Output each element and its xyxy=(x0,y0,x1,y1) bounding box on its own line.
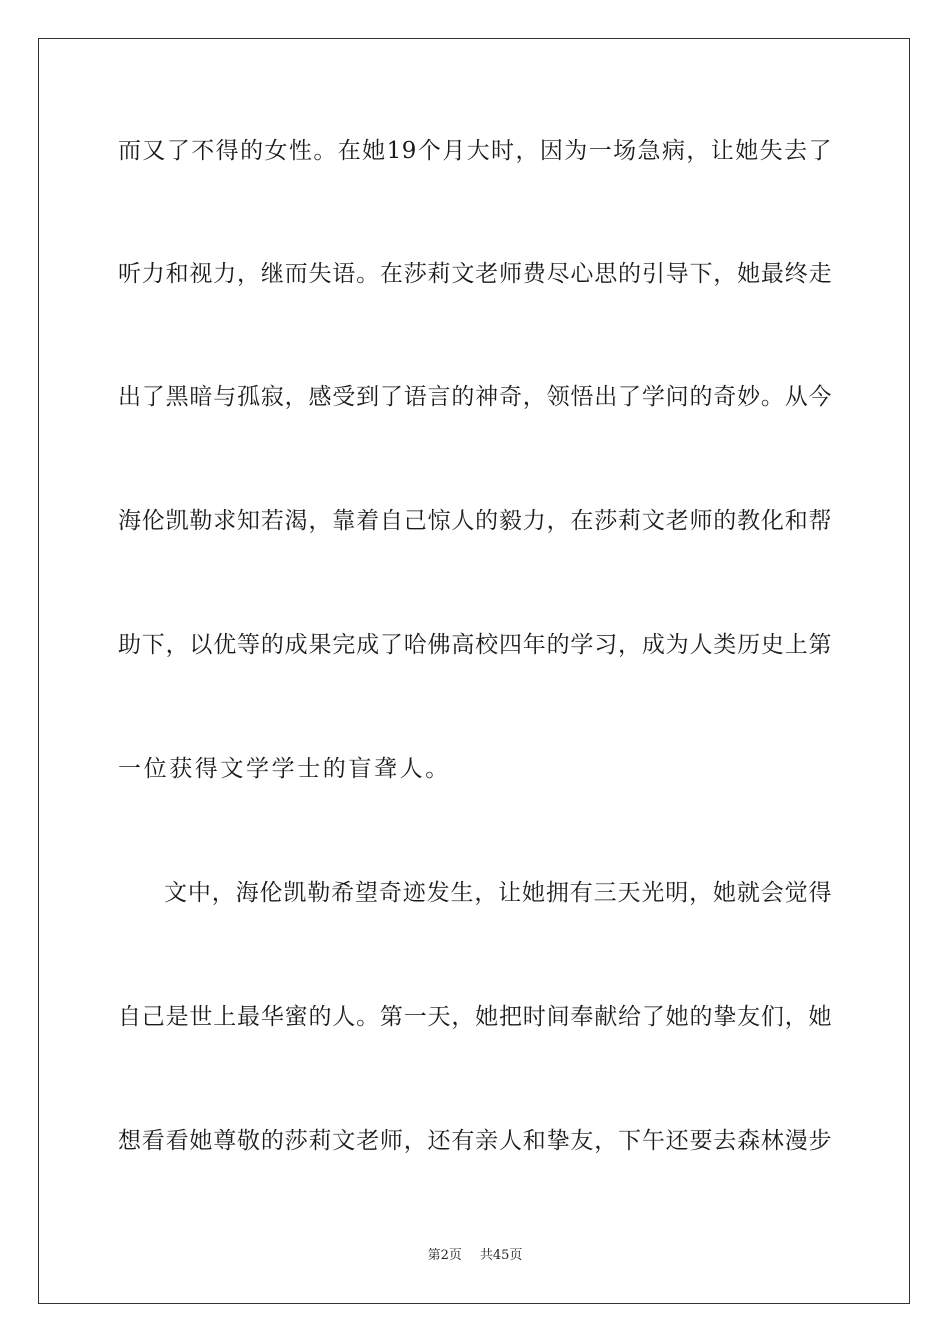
text-line-8: 自己是世上最华蜜的人。第一天，她把时间奉献给了她的挚友们，她 xyxy=(118,1004,832,1030)
text-line-3: 出了黑暗与孤寂，感受到了语言的神奇，领悟出了学问的奇妙。从今 xyxy=(118,384,832,410)
text-line-1: 而又了不得的女性。在她19个月大时，因为一场急病，让她失去了 xyxy=(118,138,832,164)
text-line-4: 海伦凯勒求知若渴，靠着自己惊人的毅力，在莎莉文老师的教化和帮 xyxy=(118,508,832,534)
page-total: 共45页 xyxy=(479,1248,523,1263)
text-line-9: 想看看她尊敬的莎莉文老师，还有亲人和挚友，下午还要去森林漫步 xyxy=(118,1128,832,1154)
page-number: 第2页 xyxy=(427,1248,462,1263)
page-footer xyxy=(0,1247,950,1265)
text-line-5: 助下，以优等的成果完成了哈佛高校四年的学习，成为人类历史上第 xyxy=(118,632,832,658)
page-frame xyxy=(38,38,910,1304)
text-line-7: 文中，海伦凯勒希望奇迹发生，让她拥有三天光明，她就会觉得 xyxy=(164,880,832,906)
text-line-6: 一位获得文学学士的盲聋人。 xyxy=(118,756,451,782)
text-line-2: 听力和视力，继而失语。在莎莉文老师费尽心思的引导下，她最终走 xyxy=(118,261,832,287)
